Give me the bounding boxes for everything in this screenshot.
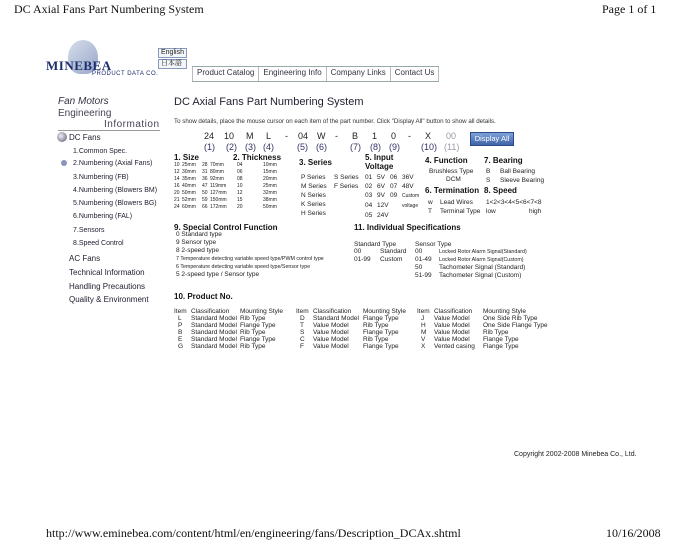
sidebar-item-handling[interactable]: Handling Precautions bbox=[69, 282, 146, 291]
product-row: J Value Model One Side Rib Type bbox=[421, 315, 538, 322]
size-heading: 1. Size bbox=[174, 153, 199, 162]
standard-row: 00 Standard bbox=[354, 248, 407, 255]
nav-company-links[interactable]: Company Links bbox=[326, 67, 390, 81]
pn-label-10: (10) bbox=[421, 142, 438, 152]
thickness-row: 06 15mm bbox=[237, 169, 277, 175]
page-title: DC Axial Fans Part Numbering System bbox=[174, 96, 364, 108]
sidebar-subtitle-1: Engineering bbox=[58, 108, 112, 119]
series-row: H Series bbox=[301, 210, 326, 217]
sidebar-item-numbering-fb[interactable]: 3.Numbering (FB) bbox=[73, 174, 129, 181]
sidebar-item-numbering-bm[interactable]: 4.Numbering (Blowers BM) bbox=[73, 187, 158, 194]
pn-code-5[interactable]: 04 bbox=[298, 131, 309, 141]
product-row: X Vented casing Flange Type bbox=[421, 343, 519, 350]
speed-scale: 1<2<3<4<5<6<7<8 bbox=[486, 199, 542, 206]
pn-dash: - bbox=[285, 131, 288, 141]
pn-label-4: (4) bbox=[263, 142, 274, 152]
nav-product-catalog[interactable]: Product Catalog bbox=[192, 67, 258, 81]
sidebar-item-numbering-axial[interactable]: 2.Numbering (Axial Fans) bbox=[73, 160, 153, 167]
pn-label-6: (6) bbox=[316, 142, 327, 152]
termination-row: T Terminal Type bbox=[428, 208, 481, 215]
series-heading: 3. Series bbox=[299, 158, 332, 167]
speed-heading: 8. Speed bbox=[484, 186, 517, 195]
pn-code-3[interactable]: M bbox=[246, 131, 254, 141]
voltage-row: 03 9V 09 Custom bbox=[365, 192, 420, 199]
copyright: Copyright 2002-2008 Minebea Co., Ltd. bbox=[514, 451, 637, 458]
sensor-row: 51-99 Tachometer Signal (Custom) bbox=[415, 272, 522, 279]
product-header: Item Classification Mounting Style bbox=[296, 308, 406, 315]
series-row: K Series bbox=[301, 201, 326, 208]
series-s: S Series bbox=[334, 174, 359, 181]
special-row: 6 Temperature detecting variable speed type/Sensor type bbox=[176, 264, 311, 270]
nav-contact-us[interactable]: Contact Us bbox=[390, 67, 440, 81]
size-row: 16 40mm 47 119mm bbox=[174, 183, 227, 189]
voltage-table bbox=[365, 173, 419, 220]
print-header-page: Page 1 of 1 bbox=[602, 2, 657, 16]
thickness-row: 15 38mm bbox=[237, 197, 277, 203]
pn-code-6[interactable]: W bbox=[317, 131, 326, 141]
pn-code-7[interactable]: B bbox=[352, 131, 359, 141]
special-row: 5 2-speed type / Sensor type bbox=[176, 271, 260, 278]
nav-engineering-info[interactable]: Engineering Info bbox=[258, 67, 325, 81]
pn-code-9[interactable]: 0 bbox=[391, 131, 397, 141]
product-header: Item Classification Mounting Style bbox=[174, 308, 283, 315]
sidebar-item-technical-info[interactable]: Technical Information bbox=[69, 268, 145, 277]
function-heading: 4. Function bbox=[425, 156, 468, 165]
thickness-row: 12 32mm bbox=[237, 190, 277, 196]
bearing-row: B Ball Bearing bbox=[486, 168, 536, 175]
pn-code-1[interactable]: 24 bbox=[204, 131, 215, 141]
size-row: 12 30mm 31 80mm bbox=[174, 169, 224, 175]
series-row: M Series bbox=[301, 183, 327, 190]
standard-type-table bbox=[354, 248, 406, 264]
sidebar-item-numbering-fal[interactable]: 6.Numbering (FAL) bbox=[73, 213, 133, 220]
pn-code-11[interactable]: 00 bbox=[446, 131, 457, 141]
series-list bbox=[301, 173, 327, 218]
pn-code-8[interactable]: 1 bbox=[372, 131, 378, 141]
lang-english-link[interactable]: English bbox=[158, 48, 187, 58]
sensor-row: 00 Locked Rotor Alarm Signal(Standard) bbox=[415, 248, 527, 255]
pn-label-7: (7) bbox=[350, 142, 361, 152]
special-heading: 9. Special Control Function bbox=[174, 223, 278, 232]
product-row: P Standard Model Flange Type bbox=[178, 322, 276, 329]
sidebar-item-common-spec[interactable]: 1.Common Spec. bbox=[73, 148, 128, 155]
product-row: D Standard Model Flange Type bbox=[300, 315, 399, 322]
voltage-row: 05 24V bbox=[365, 212, 389, 219]
pn-label-3: (3) bbox=[245, 142, 256, 152]
logo-name[interactable]: MINEBEA bbox=[46, 58, 112, 73]
product-row: L Standard Model Rib Type bbox=[178, 315, 266, 322]
sidebar-item-quality[interactable]: Quality & Environment bbox=[69, 295, 149, 304]
product-row: C Value Model Rib Type bbox=[300, 336, 389, 343]
sensor-type-heading: Sensor Type bbox=[415, 241, 452, 248]
size-row: 14 35mm 36 92mm bbox=[174, 176, 224, 182]
pn-label-1: (1) bbox=[204, 142, 215, 152]
product-row: B Standard Model Rib Type bbox=[178, 329, 266, 336]
language-switcher bbox=[158, 48, 187, 70]
termination-table bbox=[428, 198, 480, 216]
pn-label-2: (2) bbox=[226, 142, 237, 152]
product-row: V Value Model Flange Type bbox=[421, 336, 519, 343]
voltage-row: 04 12V voltage bbox=[365, 202, 419, 209]
standard-row: 01-99 Custom bbox=[354, 256, 403, 263]
display-all-button[interactable]: Display All bbox=[470, 132, 514, 146]
thickness-row: 10 25mm bbox=[237, 183, 277, 189]
product-row: G Standard Model Rib Type bbox=[178, 343, 266, 350]
size-row: 20 50mm 50 127mm bbox=[174, 190, 227, 196]
thickness-heading: 2. Thickness bbox=[233, 153, 282, 162]
special-row: 8 2-speed type bbox=[176, 247, 220, 254]
series-row: P Series bbox=[301, 174, 326, 181]
print-footer-url: http://www.eminebea.com/content/html/en/engineering/fans/Description_DCAx.shtml bbox=[46, 526, 461, 540]
function-text-2: DCM bbox=[446, 176, 461, 183]
pn-code-10[interactable]: X bbox=[425, 131, 432, 141]
sensor-type-table bbox=[415, 248, 527, 280]
special-row: 9 Sensor type bbox=[176, 239, 217, 246]
product-row: E Standard Model Flange Type bbox=[178, 336, 276, 343]
pn-label-8: (8) bbox=[370, 142, 381, 152]
sidebar-item-numbering-bg[interactable]: 5.Numbering (Blowers BG) bbox=[73, 200, 157, 207]
voltage-row: 02 6V 07 48V bbox=[365, 183, 414, 190]
sensor-row: 50 Tachometer Signal (Standard) bbox=[415, 264, 526, 271]
sidebar-subtitle-2: Information bbox=[104, 119, 160, 130]
product-row: H Value Model One Side Flange Type bbox=[421, 322, 548, 329]
product-row: T Value Model Rib Type bbox=[300, 322, 389, 329]
fan-icon bbox=[57, 132, 67, 142]
product-table-3 bbox=[417, 308, 548, 350]
top-nav bbox=[192, 66, 439, 82]
sidebar-divider bbox=[58, 130, 160, 131]
product-table-2 bbox=[296, 308, 406, 350]
size-row: 21 52mm 59 150mm bbox=[174, 197, 227, 203]
sensor-row: 01-49 Locked Rotor Alarm Signal(Custom) bbox=[415, 256, 524, 263]
special-row: 0 Standard type bbox=[176, 231, 222, 238]
print-footer-date: 10/16/2008 bbox=[606, 526, 661, 540]
pn-dash: - bbox=[335, 131, 338, 141]
product-row: F Value Model Flange Type bbox=[300, 343, 399, 350]
series-f: F Series bbox=[334, 183, 359, 190]
pn-code-4[interactable]: L bbox=[266, 131, 272, 141]
sidebar-item-ac-fans[interactable]: AC Fans bbox=[69, 254, 101, 263]
print-header-title: DC Axial Fans Part Numbering System bbox=[14, 2, 204, 16]
sidebar-item-dc-fans[interactable]: DC Fans bbox=[69, 133, 101, 142]
product-row: M Value Model Rib Type bbox=[421, 329, 509, 336]
speed-low: low bbox=[486, 208, 496, 215]
standard-type-heading: Standard Type bbox=[354, 241, 397, 248]
sidebar-title: Fan Motors bbox=[58, 96, 109, 107]
logo-sub: PRODUCT DATA CO. bbox=[92, 71, 159, 77]
individual-heading: 11. Individual Specifications bbox=[354, 223, 461, 232]
voltage-heading-2: Voltage bbox=[365, 162, 394, 171]
voltage-heading: 5. Input bbox=[365, 153, 394, 162]
sidebar-item-sensors[interactable]: 7.Sensors bbox=[73, 227, 105, 234]
size-row: 10 25mm 28 70mm bbox=[174, 162, 224, 168]
product-heading: 10. Product No. bbox=[174, 292, 233, 301]
bearing-row: S Sleeve Bearing bbox=[486, 177, 545, 184]
thickness-row: 20 50mm bbox=[237, 204, 277, 210]
size-row: 24 60mm 66 172mm bbox=[174, 204, 227, 210]
sidebar-item-speed-control[interactable]: 8.Speed Control bbox=[73, 240, 124, 247]
thickness-row: 08 20mm bbox=[237, 176, 277, 182]
lang-japanese-link[interactable]: 日本語 bbox=[158, 59, 187, 69]
pn-label-9: (9) bbox=[389, 142, 400, 152]
thickness-table bbox=[237, 162, 277, 211]
product-row: S Value Model Flange Type bbox=[300, 329, 399, 336]
pn-code-2[interactable]: 10 bbox=[224, 131, 235, 141]
bullet-icon bbox=[61, 160, 67, 166]
thickness-row: 04 10mm bbox=[237, 162, 277, 168]
speed-high: high bbox=[529, 208, 542, 215]
termination-heading: 6. Termination bbox=[425, 186, 480, 195]
pn-label-5: (5) bbox=[297, 142, 308, 152]
pn-label-11: (11) bbox=[444, 142, 460, 152]
size-table bbox=[174, 162, 227, 211]
product-table-1 bbox=[174, 308, 283, 350]
instruction-text: To show details, place the mouse cursor on each item of the part number. Click "Display All" button to show all details. bbox=[174, 118, 496, 125]
pn-dash: - bbox=[408, 131, 411, 141]
termination-row: w Lead Wires bbox=[428, 199, 473, 206]
product-header: Item Classification Mounting Style bbox=[417, 308, 526, 315]
voltage-row: 01 5V 06 36V bbox=[365, 174, 414, 181]
function-text: Brushless Type bbox=[429, 168, 474, 175]
series-row: N Series bbox=[301, 192, 326, 199]
bearing-table bbox=[486, 167, 544, 185]
special-row: 7 Temperature detecting variable speed type/PWM control type bbox=[176, 256, 324, 262]
bearing-heading: 7. Bearing bbox=[484, 156, 523, 165]
special-list bbox=[176, 231, 324, 279]
